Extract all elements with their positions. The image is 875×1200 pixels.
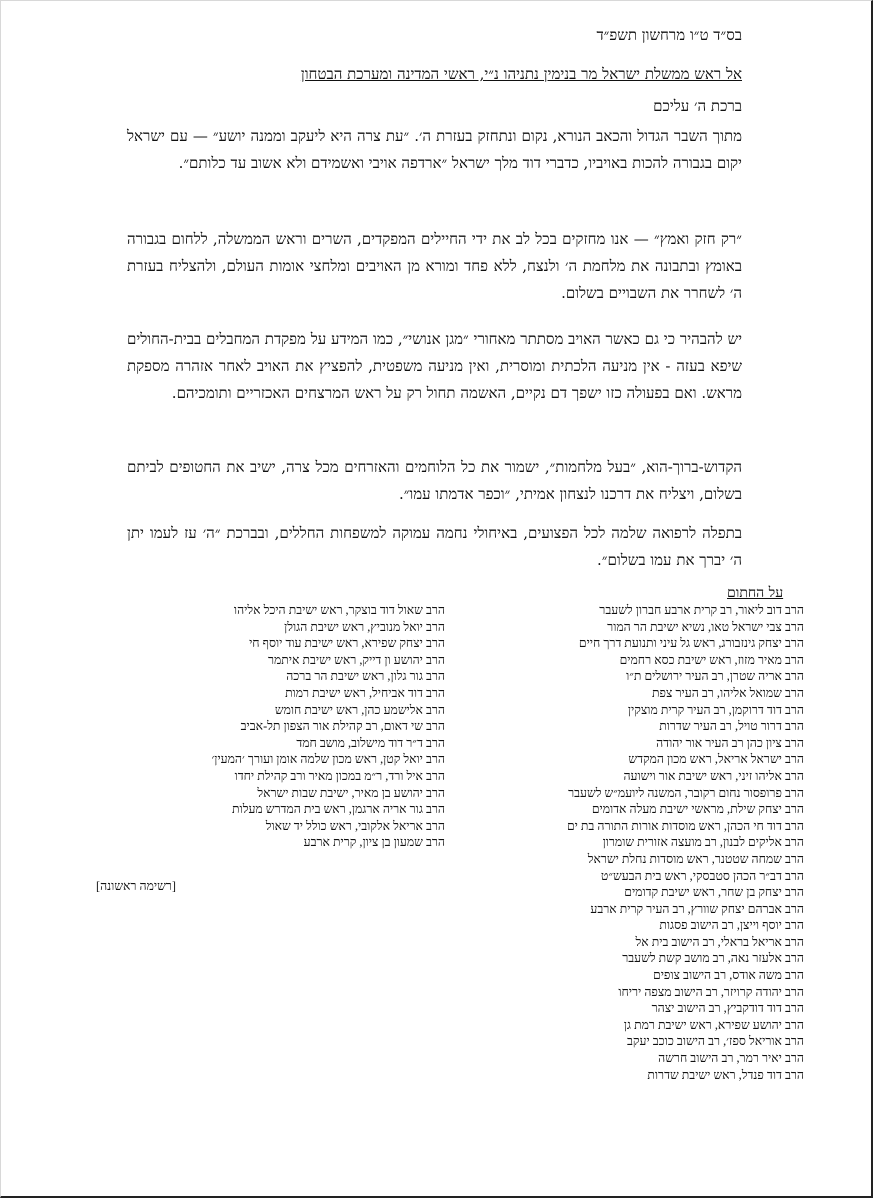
signatory: הרב מאיר מזוז, ראש ישיבת כסא רחמים	[619, 652, 804, 667]
signatories-title: על החתום	[727, 585, 784, 601]
paragraph-4: הקדוש-ברוך-הוא, ״בעל מלחמות״, ישמור את כל הלוחמים והאזרחים מכל צרה, ישיב את החטופים לביתם בשלום, ויצליח את דרכנו לנצחון אמיתי, ״וכפר אדמתו עמו״.	[127, 458, 742, 503]
signatory: הרב דוד פנדל, ראש ישיבת שדרות	[647, 1067, 804, 1082]
letter-greeting: ברכת ה׳ עליכם	[653, 97, 742, 115]
letter-date: בס״ד ט״ו מרחשון תשפ״ד	[596, 26, 742, 44]
signatory: הרב אריאל בראלי, רב הישוב בית אל	[635, 934, 804, 949]
signatory: הרב דרור טויל, רב העיר שדרות	[659, 719, 804, 734]
signatory: הרב יואל קטן, ראש מכון שלמה אומן ועורך ׳המעין׳	[211, 752, 445, 767]
signatory: הרב משה אודס, רב הישוב צופים	[653, 968, 804, 983]
signatory: הרב דוד חי הכהן, ראש מוסדות אורות התורה בת ים	[566, 818, 804, 833]
signatory: הרב דוד דודקביץ, רב הישוב יצהר	[651, 1001, 804, 1016]
paragraph-5: בתפלה לרפואה שלמה לכל הפצועים, באיחולי נחמה עמוקה למשפחות החללים, ובברכת ״ה׳ עז לעמו יתן ה׳ יברך את עמו בשלום״.	[127, 524, 742, 569]
signatory: הרב אליהו זיני, ראש ישיבת אור וישועה	[623, 768, 804, 783]
paragraph-3: יש להבהיר כי גם כאשר האויב מסתתר מאחורי ״מגן אנושי״, כמו המידע על מפקדת המחבלים בבית-החולים שיפא בעזה - אין מניעה הלכתית ומוסרית, ואין מניעה משפטית, להפציץ את האויב לאחר אזהרה מספקת מראש. ואם בפעולה כזו ישפך דם נקיים, האשמה תחול רק על ראש המרצחים האכזריים ותומכיהם.	[127, 330, 742, 402]
signatory: הרב יאיר רמר, רב הישוב חרשה	[658, 1051, 804, 1066]
signatory: הרב ישראל אריאל, ראש מכון המקדש	[628, 752, 804, 767]
signatory: הרב יואל מנוביץ, ראש ישיבת הגולן	[284, 619, 445, 634]
signatory: הרב דוד אביחיל, ראש ישיבת רמות	[285, 685, 445, 700]
signatory: הרב גור אריה ארגמן, ראש בית המדרש מעלות	[232, 802, 445, 817]
signatories-left-column	[85, 602, 445, 851]
signatory: הרב ציון כהן רב העיר אור יהודה	[656, 735, 804, 750]
signatory: הרב שי דאום, רב קהילת אור הצפון תל-אביב	[240, 719, 445, 734]
signatory: הרב יצחק בן שחר, ראש ישיבת קדומים	[624, 885, 804, 900]
signatory: הרב שמעון בן ציון, קרית ארבע	[303, 835, 445, 850]
signatory: הרב גור גלון, ראש ישיבת הר ברכה	[286, 669, 445, 684]
signatory: הרב יצחק שילת, מראשי ישיבת מעלה אדומים	[591, 802, 804, 817]
signatory: הרב יצחק גינזבורג, ראש גל עיני ותנועת דרך חיים	[578, 636, 804, 651]
signatory: הרב דוד דרוקמן, רב העיר קרית מוצקין	[627, 702, 804, 717]
signatories-right-column	[414, 602, 804, 1083]
signatory: הרב אריה שטרן, רב העיר ירושלים ת״ו	[626, 669, 804, 684]
signatory: הרב יצחק שפירא, ראש ישיבת עוד יוסף חי	[249, 636, 445, 651]
signatory: הרב שמואל אליהו, רב העיר צפת	[652, 685, 804, 700]
signatory: הרב צבי ישראל טאו, נשיא ישיבת הר המור	[607, 619, 804, 634]
signatory: הרב אוריאל ספז׳, רב הישוב כוכב יעקב	[626, 1034, 804, 1049]
first-list-note: [רשימה ראשונה]	[96, 879, 176, 893]
signatory: הרב אלעזר נאה, רב מושב קשת לשעבר	[622, 951, 804, 966]
signatory: הרב יהושע ון דייק, ראש ישיבת איתמר	[267, 652, 445, 667]
signatory: הרב אברהם יצחק שוורץ, רב העיר קרית ארבע	[590, 901, 804, 916]
signatory: הרב ד״ר דוד מישלוב, מושב חמד	[296, 735, 445, 750]
signatory: הרב איל ורד, ר״מ במכון מאיר ורב קהילת יחדו	[234, 768, 445, 783]
signatory: הרב אריאל אלקובי, ראש כולל יד שאול	[265, 818, 445, 833]
signatory: הרב אלישמע כהן, ראש ישיבת חומש	[274, 702, 445, 717]
signatory: הרב דב״ר הכהן סטבסקי, ראש בית הבעש״ט	[600, 868, 804, 883]
signatory: הרב יהושע שפירא, ראש ישיבת רמת גן	[623, 1017, 804, 1032]
signatory: הרב אליקים לבנון, רב מועצה אזורית שומרון	[602, 835, 804, 850]
signatory: הרב שמחה שטטנר, ראש מוסדות נחלת ישראל	[587, 851, 804, 866]
signatory: הרב שאול דוד בוצקר, ראש ישיבת היכל אליהו	[233, 603, 445, 617]
signatory: הרב יהודה קרויזר, רב הישוב מצפה יריחו	[618, 984, 804, 999]
paragraph-1: מתוך השבר הגדול והכאב הנורא, נקום ונתחזק בעזרת ה׳. ״עת צרה היא ליעקב וממנה יושע״ — עם ישראל יקום בגבורה להכות באויביו, כדברי דוד מלך ישראל ״ארדפה אויבי ואשמידם ולא אשוב עד כלותם״.	[127, 127, 742, 172]
letter-heading: אל ראש ממשלת ישראל מר בנימין נתניהו נ״י, ראשי המדינה ומערכת הבטחון	[300, 65, 742, 83]
signatory: הרב יוסף וייצן, רב הישוב פסגות	[659, 918, 804, 933]
signatory: הרב דוב ליאור, רב קרית ארבע חברון לשעבר	[599, 603, 804, 617]
signatory: הרב פרופסור נחום רקובר, המשנה ליועמ״ש לשעבר	[568, 785, 804, 800]
paragraph-2: ״רק חזק ואמץ״ — אנו מחזקים בכל לב את ידי החיילים המפקדים, השרים וראש הממשלה, ללחום בגבורה באומץ ובתבונה את מלחמת ה׳ ולנצח, ללא פחד ומורא מן האויבים ומלחצי אומות העולם, ולהצליח בעזרת ה׳ לשחרר את השבויים בשלום.	[127, 230, 742, 302]
signatory: הרב יהושע בן מאיר, ישיבת שבות ישראל	[257, 785, 445, 800]
